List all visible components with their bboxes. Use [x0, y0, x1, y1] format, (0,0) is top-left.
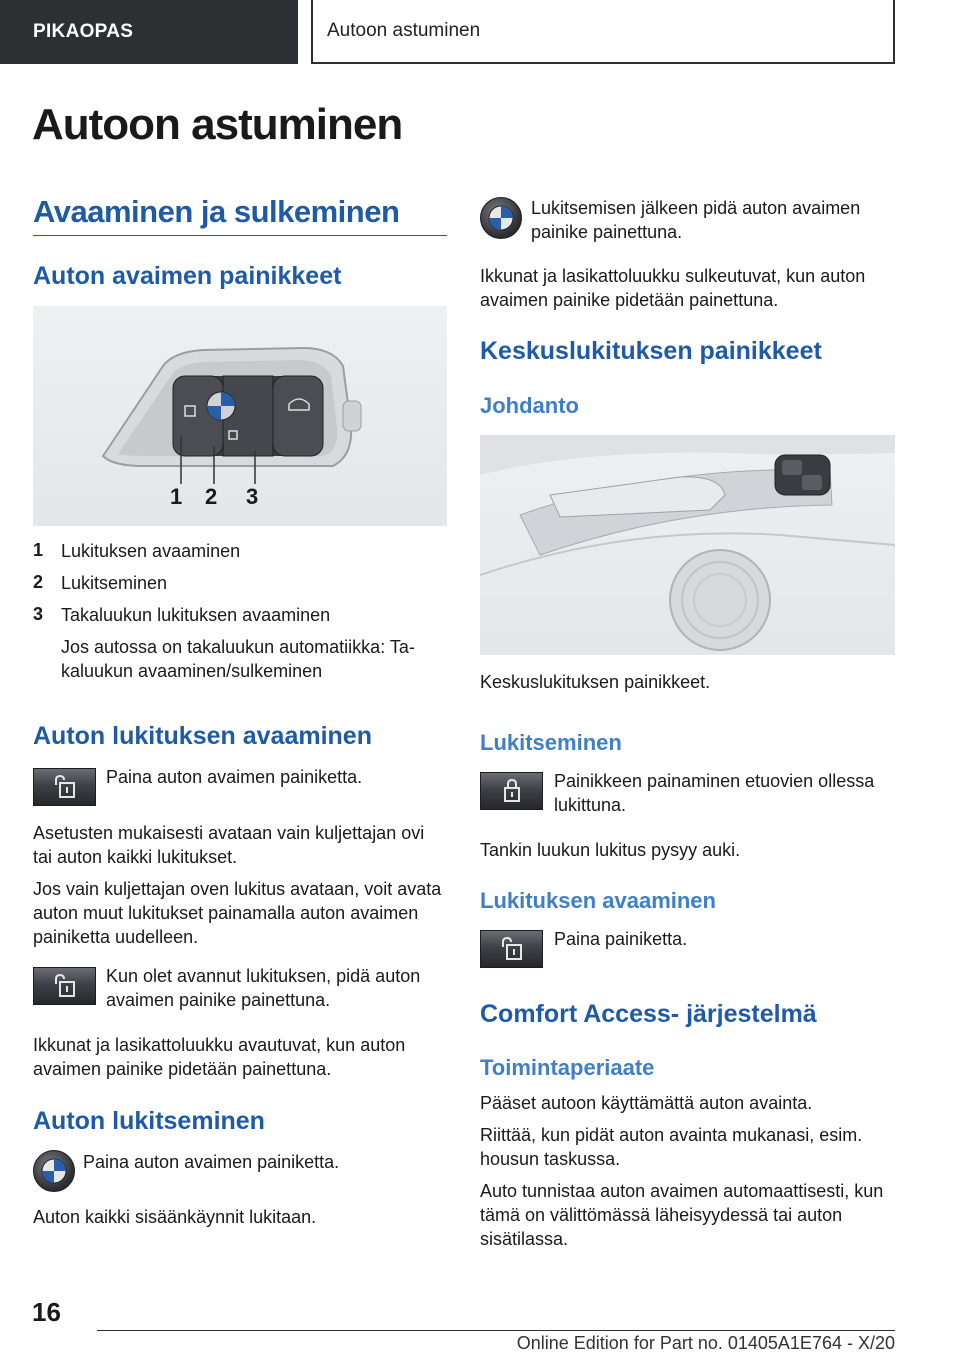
header-section-tab: [0, 0, 298, 64]
lock-paragraph-1: Auton kaikki sisäänkäynnit lukitaan.: [33, 1207, 317, 1227]
heading-central-locking-buttons: Keskuslukituksen painikkeet: [480, 337, 822, 365]
car-key-illustration: [33, 306, 447, 526]
unlock-paragraph-2: Jos vain kuljettajan oven lukitus avataan, voit avata auton muut lukitukset painamalla auton avaimen painiketta uudelleen.: [33, 879, 442, 947]
principle-paragraph-3: Auto tunnistaa auton avaimen automaattisesti, kun tämä on välittömässä läheisyydessä tai auton sisätilassa.: [480, 1181, 884, 1249]
unlock-paragraph-3: Ikkunat ja lasikattoluukku avautuvat, kun auton avaimen painike pidetään painettuna.: [33, 1035, 406, 1079]
principle-paragraph-2: Riittää, kun pidät auton avainta mukanasi, esim. housun taskussa.: [480, 1125, 863, 1169]
heading-unlock-car: Auton lukituksen avaaminen: [33, 722, 372, 750]
door-panel-illustration: [480, 435, 895, 655]
heading-unlocking: Lukituksen avaaminen: [480, 888, 716, 913]
header-section-label: PIKAOPAS: [33, 21, 134, 42]
footer-edition: Online Edition for Part no. 01405A1E764 - X/20: [516, 1333, 895, 1353]
lock-icon: [480, 772, 543, 810]
lock-paragraph-2: Ikkunat ja lasikattoluukku sulkeutuvat, kun auton avaimen painike pidetään painettuna.: [480, 266, 866, 310]
unlock-hold-instruction: Kun olet avannut lukituksen, pidä auton avaimen painike painettuna.: [106, 966, 421, 1010]
door-panel-icon: [480, 435, 895, 655]
image-caption: Keskuslukituksen painikkeet.: [480, 672, 711, 692]
lock-hold-instruction: Lukitsemisen jälkeen pidä auton avaimen painike painettuna.: [531, 198, 861, 242]
section-heading-rule: [33, 235, 447, 236]
heading-key-buttons: Auton avaimen painikkeet: [33, 262, 342, 290]
section-heading-open-close: Avaaminen ja sulkeminen: [33, 194, 400, 229]
unlock-icon: [480, 930, 543, 968]
heading-introduction: Johdanto: [480, 393, 579, 418]
unlock-icon: [33, 967, 96, 1005]
lock-instruction: Paina auton avaimen painiketta.: [83, 1152, 340, 1172]
header-chapter-tab: [311, 0, 895, 64]
list-item-number-2: 2: [33, 572, 44, 592]
footer-rule: [97, 1330, 895, 1331]
key-label-2: 2: [205, 484, 218, 509]
bmw-roundel-icon: [33, 1150, 75, 1192]
list-item-number-1: 1: [33, 540, 44, 560]
key-label-1: 1: [170, 484, 183, 509]
locking-instruction: Painikkeen painaminen etuovien ollessa lukittuna.: [554, 771, 875, 815]
unlocking-instruction: Paina painiketta.: [554, 929, 688, 949]
header-chapter-label: Autoon astuminen: [327, 20, 481, 41]
list-item-text-3: Takaluukun lukituksen avaaminen: [61, 605, 331, 625]
list-item-number-3: 3: [33, 604, 44, 624]
list-item-text-2: Lukitseminen: [61, 573, 168, 593]
list-item-note-3: Jos autossa on takaluukun automatiikka: Ta-kaluukun avaaminen/sulkeminen: [61, 637, 415, 681]
page-number: 16: [32, 1297, 61, 1327]
bmw-roundel-icon: [480, 197, 522, 239]
car-key-icon: [33, 306, 447, 526]
page-title: Autoon astuminen: [32, 100, 403, 149]
unlock-instruction: Paina auton avaimen painiketta.: [106, 767, 363, 787]
heading-operating-principle: Toimintaperiaate: [480, 1055, 655, 1080]
heading-comfort-access: Comfort Access- järjestelmä: [480, 1000, 817, 1028]
principle-paragraph-1: Pääset autoon käyttämättä auton avainta.: [480, 1093, 813, 1113]
unlock-icon: [33, 768, 96, 806]
key-label-3: 3: [246, 484, 259, 509]
locking-paragraph: Tankin luukun lukitus pysyy auki.: [480, 840, 741, 860]
list-item-text-1: Lukituksen avaaminen: [61, 541, 241, 561]
heading-locking: Lukitseminen: [480, 730, 622, 755]
heading-lock-car: Auton lukitseminen: [33, 1107, 265, 1135]
unlock-paragraph-1: Asetusten mukaisesti avataan vain kuljettajan ovi tai auton kaikki lukitukset.: [33, 823, 425, 867]
